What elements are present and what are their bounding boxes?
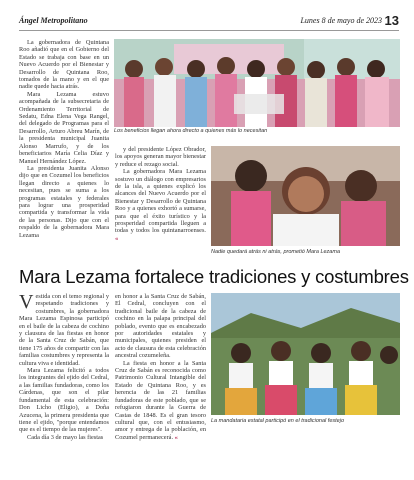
photo-beneficiaries-caption: Los beneficios llegan ahora directo a quienes más lo necesitan — [114, 128, 268, 134]
end-mark: « — [115, 234, 119, 242]
article-bottom-column-1 — [19, 293, 109, 468]
article-top-column-2 — [115, 146, 206, 260]
paragraph-text: estida con el temo regional y respetando tradiciones y costumbres, la gobernadora Mara Lezama Espinosa participó en el baile de la cabeza de cochino y clausura de las fiestas en honor de la Santa Cruz de Sabán, que tiene 175 años de compartir con las familias costumbres y representa la cultura viva e identidad. — [19, 293, 109, 367]
photo-woman-caption: Nadie quedará atrás ni atrás, prometió Mara Lezama — [211, 249, 341, 255]
photo-beneficiaries-image — [114, 39, 400, 127]
paragraph: La presidenta Juanita Alonso dijo que en Cozumel los beneficios llegan directo a quienes lo necesitan, pues se suma a los programas estatales y federales para lograr una prosperidad compartida y transformar la vida de las personas. Dijo que con el respaldo de la gobernadora Mara Lezama — [19, 164, 109, 239]
end-mark: « — [174, 433, 178, 441]
photo-beneficiaries — [114, 39, 400, 127]
publication-name: Ángel Metropolitano — [19, 16, 88, 25]
paragraph — [115, 360, 206, 441]
masthead — [19, 13, 399, 31]
paragraph-text: La gobernadora Mara Lezama sostuvo un diálogo con empresarios de la isla, a quienes explicó los alcances del Nuevo Acuerdo por el Bienestar y Desarrollo de Quintana Roo y a quienes exhortó a sumarse, para que el éxito turístico y la prosperidad compartida lleguen a todas y todos los quintanarroenses. — [115, 168, 206, 235]
page-number: 13 — [384, 13, 399, 28]
paragraph: La gobernadora de Quintana Roo añadió que en el Gobierno del Estado se trabaja con base en un Nuevo Acuerdo por el Bienestar y Desarrollo de Quintana Roo, tomados de la mano y en el que nadie quede hacia atrás. — [19, 39, 109, 91]
paragraph — [19, 293, 109, 367]
photo-festival — [211, 293, 400, 415]
paragraph-text: La fiesta en honor a la Santa Cruz de Sabán es reconocida como Patrimonio Cultural Intangible del Estado de Quintana Roo, y es herencia de las 21 familias fundadoras de este poblado, que se refugiaron durante la Guerra de Castas de 1848. Es el gran tesoro cultural que, con el entusiasmo, amor y entrega de la población, en Cozumel permanecerá. — [115, 359, 206, 441]
paragraph: y del presidente López Obrador, los apoyos generan mayor bienestar y reduce el rezago social. — [115, 146, 206, 168]
paragraph: en honor a la Santa Cruz de Sabán, El Cedral, concluyen con el tradicional baile de la cabeza de cochino en la palapa principal del poblado, evento que es encabezado por autoridades estatales y municipales, quienes presiden el acto de clausura de esta celebración ancestral cozumeleña. — [115, 293, 206, 360]
photo-festival-image — [211, 293, 400, 415]
paragraph: Mara Lezama felicitó a todos los integrantes del ejido del Cedral, a las familias fundadoras, como los Cárdenas, que son el pilar fundamental de esta celebración: Don Licho (Eligio), a Doña Azucena, la primera presidenta que tiene el ejido, "porque entendamos que es el tiempo de las mujeres". — [19, 367, 109, 434]
paragraph: Mara Lezama estuvo acompañada de la subsecretaria de Ordenamiento Territorial de Sedatu, Edna Elena Vega Rangel, del delegado de Programas para el Desarrollo, Arturo Abreu Marín, de la presidenta municipal Juanita Alonso Marrufo, y de los beneficiarios María Celia Díaz y Manuel Hernández López. — [19, 90, 109, 165]
article-top-column-1 — [19, 39, 109, 259]
issue-date: Lunes 8 de mayo de 2023 — [300, 16, 382, 25]
drop-cap: V — [19, 291, 34, 313]
photo-woman — [211, 146, 400, 246]
article-bottom-column-2 — [115, 293, 206, 468]
photo-festival-caption: La mandataria estatal participó en el tradicional festejo — [211, 418, 344, 424]
article-headline: Mara Lezama fortalece tradiciones y costumbres — [19, 266, 409, 287]
paragraph — [115, 168, 206, 242]
photo-woman-image — [211, 146, 400, 246]
paragraph: Cada día 3 de mayo las fiestas — [27, 433, 104, 441]
